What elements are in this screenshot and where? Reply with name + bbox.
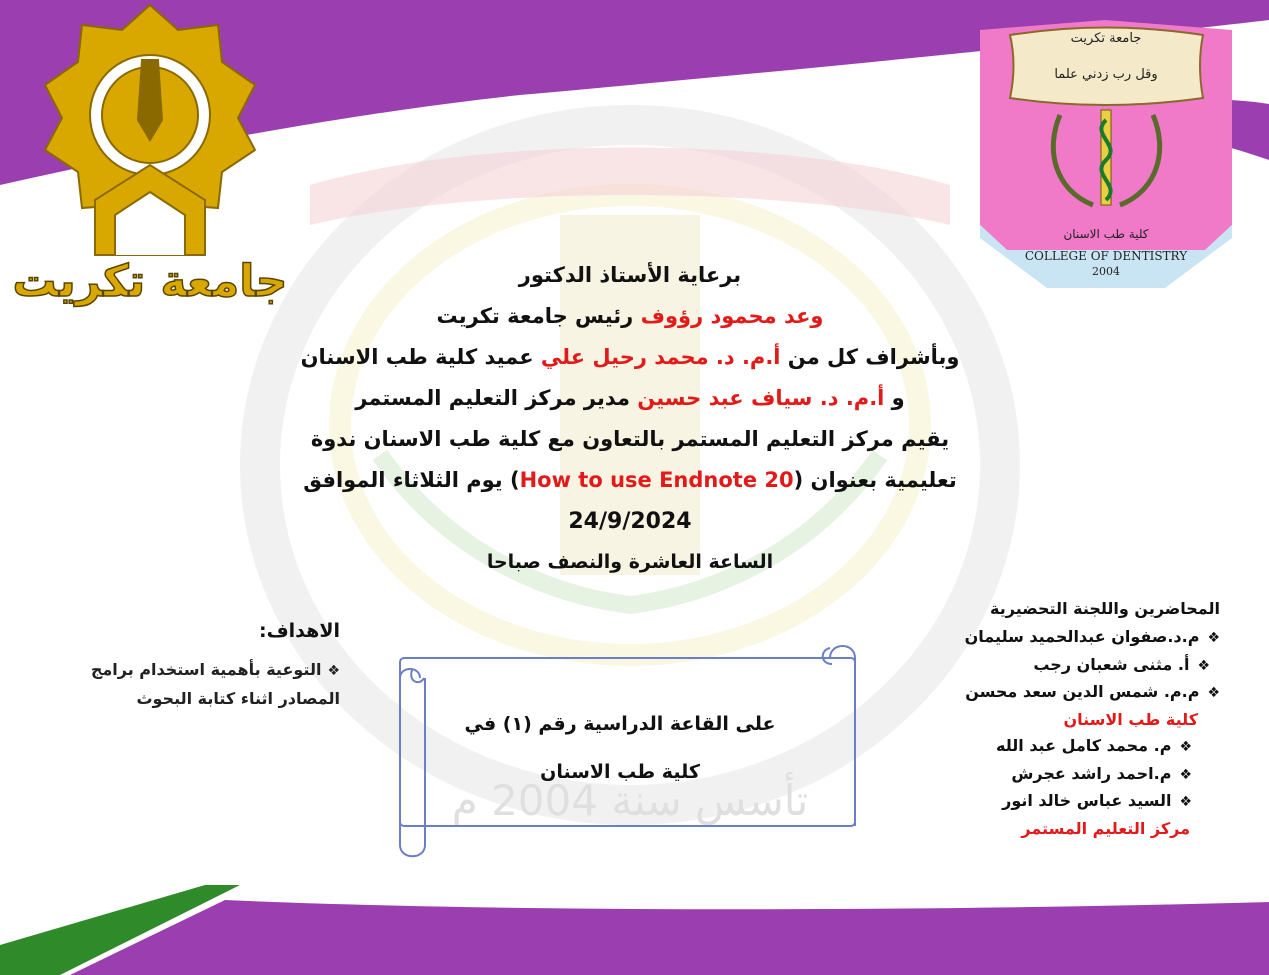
venue-line-2: كلية طب الاسنان: [540, 761, 700, 783]
lecturer-item: [900, 679, 1220, 707]
dent-logo-university: جامعة تكريت: [1070, 31, 1142, 46]
lecturer-item: [900, 652, 1220, 680]
lecturer-item: [900, 624, 1220, 652]
objectives-item: [40, 656, 340, 712]
watermark-founded-text: تأسس سنة 2004 م: [451, 776, 809, 825]
president-name: وعد محمود رؤوف: [640, 304, 824, 328]
topic-prefix: تعليمية بعنوان (: [793, 468, 957, 492]
patronage-line: برعاية الأستاذ الدكتور: [518, 263, 742, 287]
tikrit-logo-text: جامعة تكريت: [12, 256, 288, 307]
director-title: مدير مركز التعليم المستمر: [355, 386, 638, 410]
president-line: [270, 296, 990, 337]
topic-title: How to use Endnote 20: [519, 468, 794, 492]
lecturer-name: السيد عباس خالد انور: [1002, 791, 1172, 810]
lecturers-title: المحاضرين واللجنة التحضيرية: [990, 599, 1220, 618]
lecturer-item: [900, 788, 1220, 816]
dean-prefix: وبأشراف كل من: [780, 345, 960, 369]
dean-name: أ.م. د. محمد رحيل علي: [540, 345, 781, 369]
objectives-section: [40, 620, 340, 712]
director-line: [270, 378, 990, 419]
lecturer-name: م.د.صفوان عبدالحميد سليمان: [964, 627, 1200, 646]
tikrit-university-logo: [0, 0, 300, 310]
dent-logo-motto: وقل رب زدني علما: [1054, 67, 1158, 82]
college-of-dentistry-logo: [975, 20, 1237, 292]
venue-text: [410, 700, 830, 796]
dent-logo-college-en: COLLEGE OF DENTISTRY: [1024, 249, 1188, 263]
dean-line: [270, 337, 990, 378]
bullet-icon: ❖: [327, 663, 340, 679]
lecturer-name: أ. مثنى شعبان رجب: [1033, 654, 1190, 674]
bullet-icon: ❖: [1179, 766, 1192, 783]
lecturers-section: [900, 594, 1220, 842]
objectives-item-text: التوعية بأهمية استخدام برامج المصادر اثناء كتابة البحوث: [90, 660, 340, 708]
bullet-icon: ❖: [1197, 657, 1210, 674]
lecturer-item: [900, 761, 1220, 789]
bullet-icon: ❖: [1179, 794, 1192, 810]
event-time: الساعة العاشرة والنصف صباحا: [486, 551, 774, 573]
bullet-icon: ❖: [1207, 630, 1220, 646]
venue-line-1: على القاعة الدراسية رقم (١) في: [464, 713, 776, 735]
lecturer-group-dentistry: كلية طب الاسنان: [1063, 709, 1198, 729]
event-date: 24/9/2024: [568, 509, 692, 534]
president-title: رئيس جامعة تكريت: [436, 304, 641, 328]
topic-suffix: ) يوم الثلاثاء الموافق: [303, 468, 520, 492]
organizer-line: يقيم مركز التعليم المستمر بالتعاون مع كلية طب الاسنان ندوة: [310, 427, 950, 451]
bottom-purple-band: [70, 900, 1269, 975]
lecturer-name: م. محمد كامل عبد الله: [996, 736, 1172, 755]
topic-line: [270, 460, 990, 501]
dent-logo-year: 2004: [1092, 265, 1120, 278]
dean-title: عميد كلية طب الاسنان: [300, 345, 541, 369]
dent-logo-college-ar: كلية طب الاسنان: [1063, 227, 1149, 241]
bullet-icon: ❖: [1207, 685, 1220, 701]
director-name: أ.م. د. سياف عبد حسين: [637, 386, 885, 410]
bullet-icon: ❖: [1179, 739, 1192, 755]
lecturer-item: [900, 733, 1220, 761]
objectives-title: الاهداف:: [259, 620, 340, 642]
director-prefix: و: [884, 386, 905, 410]
lecturer-name: م.م. شمس الدين سعد محسن: [965, 682, 1200, 701]
invitation-text: [270, 255, 990, 583]
lecturer-name: م.احمد راشد عجرش: [1011, 763, 1172, 783]
lecturer-group-continuing-education: مركز التعليم المستمر: [1021, 818, 1190, 838]
